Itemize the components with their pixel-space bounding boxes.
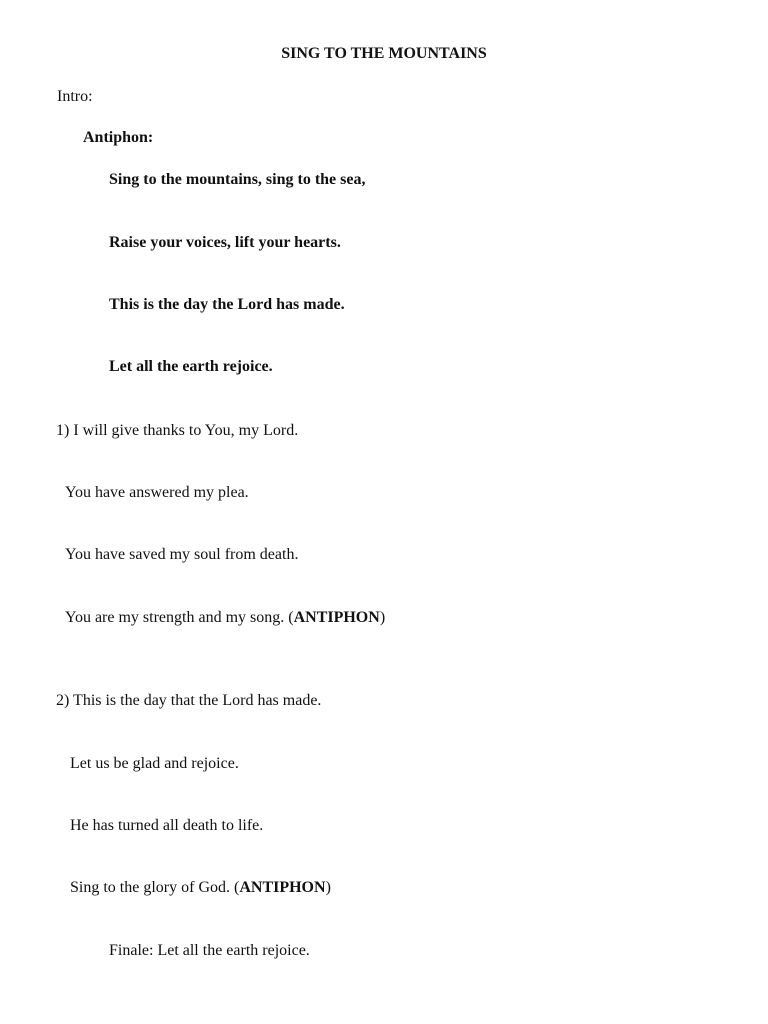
- antiphon-line-4: Let all the earth rejoice.: [109, 358, 273, 375]
- verse2-line-2: Let us be glad and rejoice.: [70, 755, 239, 772]
- verse2-line-1: 2) This is the day that the Lord has made.: [56, 692, 322, 709]
- verse1-line-3: You have saved my soul from death.: [65, 546, 299, 563]
- verse2-line-4: [70, 880, 331, 896]
- antiphon-line-2: Raise your voices, lift your hearts.: [109, 234, 341, 251]
- verse2-refrain-marker: ANTIPHON: [239, 879, 326, 896]
- verse2-line-4-text: Sing to the glory of God. (: [70, 879, 240, 896]
- intro-label: Intro:: [57, 88, 93, 105]
- verse1-refrain-close: ): [379, 609, 386, 626]
- verse2-line-3: He has turned all death to life.: [70, 817, 264, 834]
- song-title: SING TO THE MOUNTAINS: [281, 45, 487, 62]
- verse1-line-2: You have answered my plea.: [65, 484, 249, 501]
- antiphon-label: Antiphon:: [83, 129, 154, 146]
- verse1-line-1: 1) I will give thanks to You, my Lord.: [56, 422, 299, 439]
- antiphon-line-3: This is the day the Lord has made.: [109, 296, 345, 313]
- finale-line: Finale: Let all the earth rejoice.: [109, 942, 310, 959]
- verse2-refrain-close: ): [325, 879, 331, 896]
- verse1-line-4: [65, 610, 385, 626]
- antiphon-line-1: Sing to the mountains, sing to the sea,: [109, 171, 366, 188]
- verse1-refrain-marker: ANTIPHON: [293, 609, 380, 626]
- verse1-line-4-text: You are my strength and my song. (: [65, 609, 294, 626]
